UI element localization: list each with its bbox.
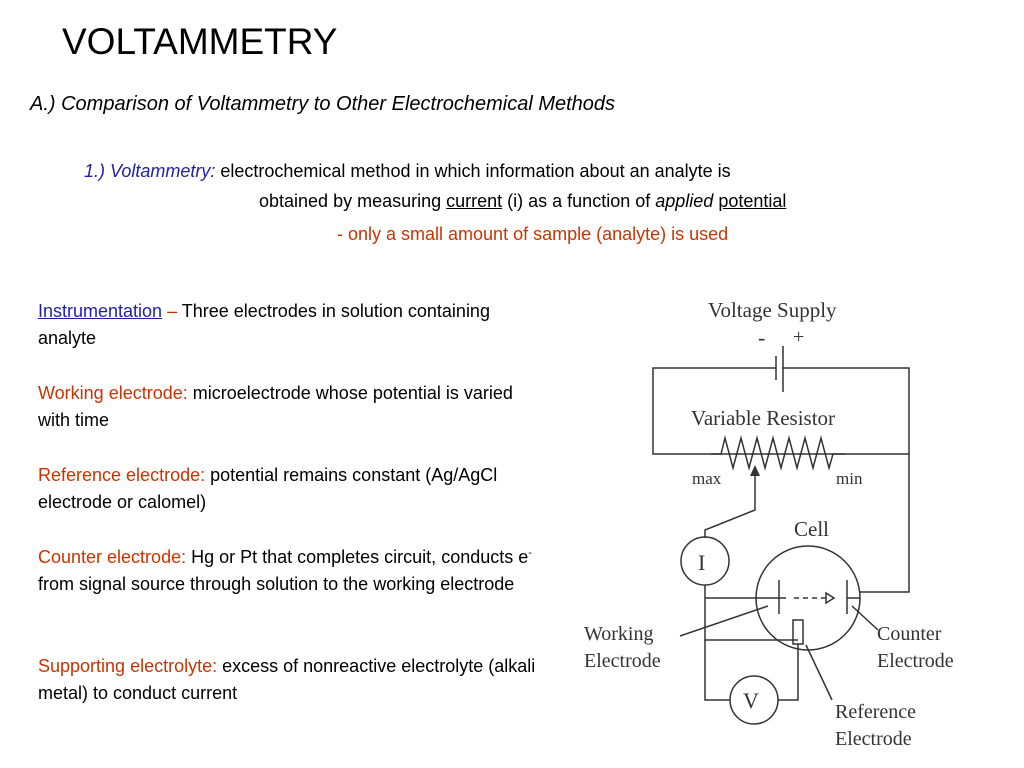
instrumentation-link[interactable]: Instrumentation — [38, 301, 163, 321]
working-electrode-label-2: Electrode — [584, 650, 661, 672]
plus-sign: + — [793, 326, 805, 348]
wiper-arrowhead — [750, 465, 760, 476]
counter-electrode-label: Counter electrode: — [38, 547, 187, 567]
definition-term: 1.) Voltammetry: — [84, 161, 216, 181]
supporting-electrolyte-label: Supporting electrolyte: — [38, 656, 218, 676]
electron-path-arrowhead — [826, 593, 834, 603]
reference-electrode-text: potential remains constant (Ag/AgCl electrode or calomel) — [38, 465, 498, 512]
slide-title: VOLTAMMETRY — [62, 21, 338, 62]
reference-electrode-label: Reference electrode: — [38, 465, 206, 485]
working-electrode-text: microelectrode whose potential is varied with time — [38, 383, 513, 430]
supporting-electrolyte-text: excess of nonreactive electrolyte (alkali metal) to conduct current — [38, 656, 536, 703]
working-electrode-label-1: Working — [584, 623, 654, 645]
counter-electrode-label-2: Electrode — [877, 650, 954, 672]
instrumentation-text: Three electrodes in solution containing analyte — [38, 301, 490, 348]
ammeter-symbol: I — [698, 550, 706, 575]
potential-term: potential — [718, 191, 787, 211]
voltmeter-symbol: V — [743, 688, 759, 713]
current-term: current — [446, 191, 503, 211]
counter-electrode-text-b: from signal source through solution to the working electrode — [38, 574, 515, 594]
definition-text-1: electrochemical method in which information about an analyte is — [215, 161, 731, 181]
definition-text-2b: (i) as a function of — [502, 191, 656, 211]
definition-line-3: - only a small amount of sample (analyte) is used — [337, 224, 729, 244]
section-heading: A.) Comparison of Voltammetry to Other Electrochemical Methods — [30, 93, 616, 115]
minus-sign: - — [758, 325, 766, 350]
min-label: min — [836, 469, 863, 488]
voltmeter-left-wire — [705, 640, 730, 700]
working-electrode-pointer — [680, 606, 768, 636]
reference-electrode-label-1: Reference — [835, 701, 917, 723]
electron-superscript: - — [528, 547, 532, 559]
reference-electrode-pointer — [806, 645, 832, 700]
instrumentation-dash: – — [162, 301, 178, 321]
variable-resistor-zigzag — [711, 438, 845, 468]
definition-text-2a: obtained by measuring — [259, 191, 447, 211]
max-label: max — [692, 469, 722, 488]
working-electrode-label: Working electrode: — [38, 383, 188, 403]
variable-resistor-label: Variable Resistor — [691, 406, 836, 430]
cell-label: Cell — [794, 517, 829, 541]
reference-electrode-wire — [778, 644, 798, 700]
voltage-supply-label: Voltage Supply — [708, 298, 837, 322]
counter-electrode-text-a: Hg or Pt that completes circuit, conducts e — [186, 547, 529, 567]
ammeter-down-wire — [705, 585, 798, 640]
reference-electrode-label-2: Electrode — [835, 728, 912, 750]
applied-term: applied — [655, 191, 714, 211]
counter-electrode-label-1: Counter — [877, 623, 942, 645]
